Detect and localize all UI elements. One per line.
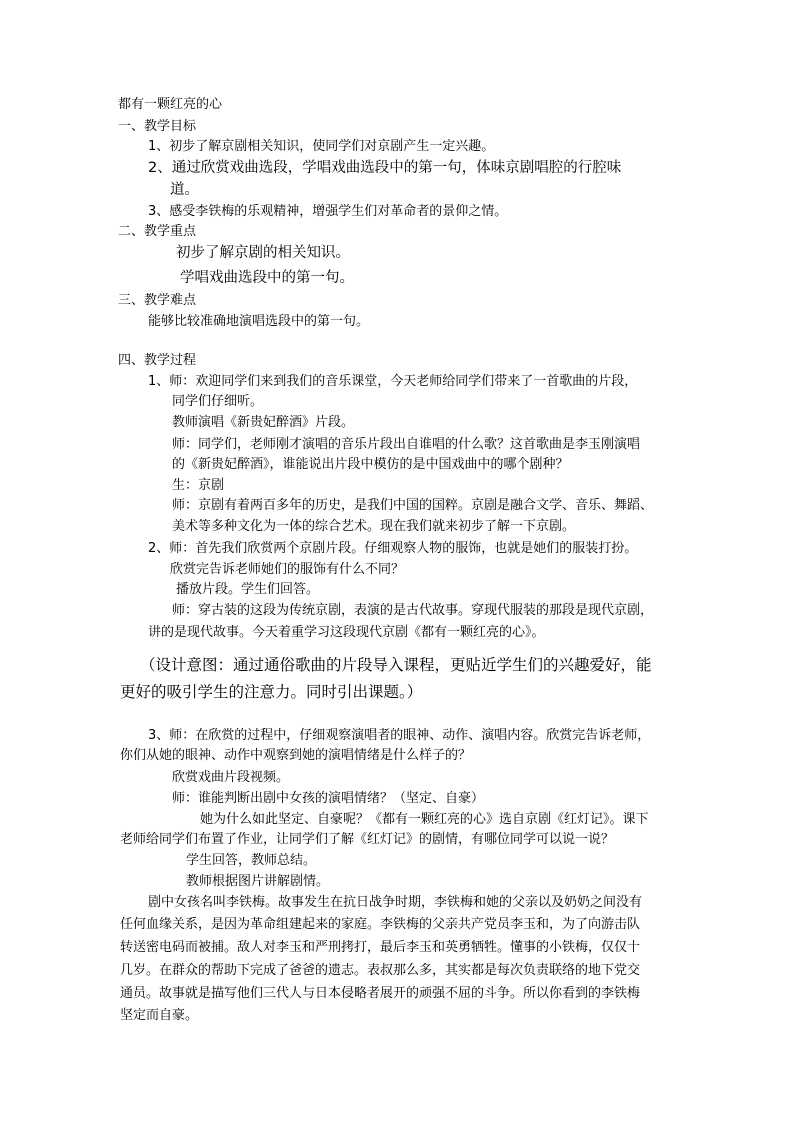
process-s1-line: 同学们仔细听。 [172,394,264,409]
section-heading-goals: 一、教学目标 [118,119,197,134]
process-s3-line: 3、师：在欣赏的过程中，仔细观察演唱者的眼神、动作、演唱内容。欣赏完告诉老师， [148,728,651,743]
story-line: 转送密电码而被捕。敌人对李玉和严刑拷打，最后李玉和英勇牺牲。懂事的小铁梅，仅仅十 [120,940,641,955]
process-s1-line: 师：京剧有着两百多年的历史，是我们中国的国粹。京剧是融合文学、音乐、舞蹈、 [172,498,654,513]
story-line: 坚定而自豪。 [120,1008,199,1023]
process-s2-line: 播放片段。学生们回答。 [176,582,320,597]
story-line: 任何血缘关系，是因为革命组建起来的家庭。李铁梅的父亲共产党员李玉和，为了向游击队 [120,917,641,932]
process-s2-line: 2、师：首先我们欣赏两个京剧片段。仔细观察人物的服饰，也就是她们的服装打扮。 [148,541,638,556]
process-s3-line: 教师根据图片讲解剧情。 [186,874,330,889]
process-s2-line: 师：穿古装的这段为传统京剧，表演的是古代故事。穿现代服装的那段是现代京剧， [172,603,654,618]
story-line: 几岁。在群众的帮助下完成了爸爸的遗志。表叔那么多，其实都是每次负责联络的地下党交 [120,963,641,978]
process-s2-line: 欣赏完告诉老师她们的服饰有什么不同？ [170,562,405,577]
design-intent-line: （设计意图：通过通俗歌曲的片段导入课程，更贴近学生们的兴趣爱好，能 [140,656,652,674]
process-s3-line: 学生回答，教师总结。 [186,853,317,868]
process-s3-line: 师：谁能判断出剧中女孩的演唱情绪？（坚定、自豪） [172,791,485,806]
key-point-1: 初步了解京剧的相关知识。 [176,245,350,261]
process-s3-line: 老师给同学们布置了作业，让同学们了解《红灯记》的剧情，有哪位同学可以说一说？ [120,832,615,847]
goal-item-2: 2、通过欣赏戏曲选段，学唱戏曲选段中的第一句，体味京剧唱腔的行腔味 [148,160,622,176]
design-intent-line: 更好的吸引学生的注意力。同时引出课题。） [120,683,423,701]
process-s2-line: 讲的是现代故事。今天着重学习这段现代京剧《都有一颗红亮的心》。 [148,625,545,640]
process-s1-line: 美术等多种文化为一体的综合艺术。现在我们就来初步了解一下京剧。 [172,519,576,534]
section-heading-key-points: 二、教学重点 [118,224,197,239]
process-s3-line: 你们从她的眼神、动作中观察到她的演唱情绪是什么样子的？ [120,748,472,763]
document-title: 都有一颗红亮的心 [118,97,223,112]
process-s1-line: 的《新贵妃醉酒》，谁能说出片段中模仿的是中国戏曲中的哪个剧种？ [172,457,569,472]
process-s3-line: 她为什么如此坚定、自豪呢？《都有一颗红亮的心》选自京剧《红灯记》。课下 [200,812,649,827]
goal-item-1: 1、初步了解京剧相关知识，使同学们对京剧产生一定兴趣。 [148,139,495,154]
process-s1-line: 1、师：欢迎同学们来到我们的音乐课堂，今天老师给同学们带来了一首歌曲的片段， [148,374,638,389]
key-point-2: 学唱戏曲选段中的第一句。 [180,270,354,286]
story-line: 剧中女孩名叫李铁梅。故事发生在抗日战争时期，李铁梅和她的父亲以及奶奶之间没有 [148,895,643,910]
section-heading-process: 四、教学过程 [118,353,197,368]
section-heading-difficulty: 三、教学难点 [118,293,197,308]
process-s1-line: 师：同学们，老师刚才演唱的音乐片段出自谁唱的什么歌？这首歌曲是李玉刚演唱 [172,437,641,452]
process-s1-line: 生：京剧 [172,478,225,493]
process-s3-line: 欣赏戏曲片段视频。 [172,770,290,785]
process-s1-line: 教师演唱《新贵妃醉酒》片段。 [172,415,355,430]
goal-item-2-cont: 道。 [170,182,199,198]
story-line: 通员。故事就是描写他们三代人与日本侵略者展开的顽强不屈的斗争。所以你看到的李铁梅 [120,986,641,1001]
goal-item-3: 3、感受李铁梅的乐观精神，增强学生们对革命者的景仰之情。 [148,204,508,219]
difficulty-line: 能够比较准确地演唱选段中的第一句。 [148,314,370,329]
